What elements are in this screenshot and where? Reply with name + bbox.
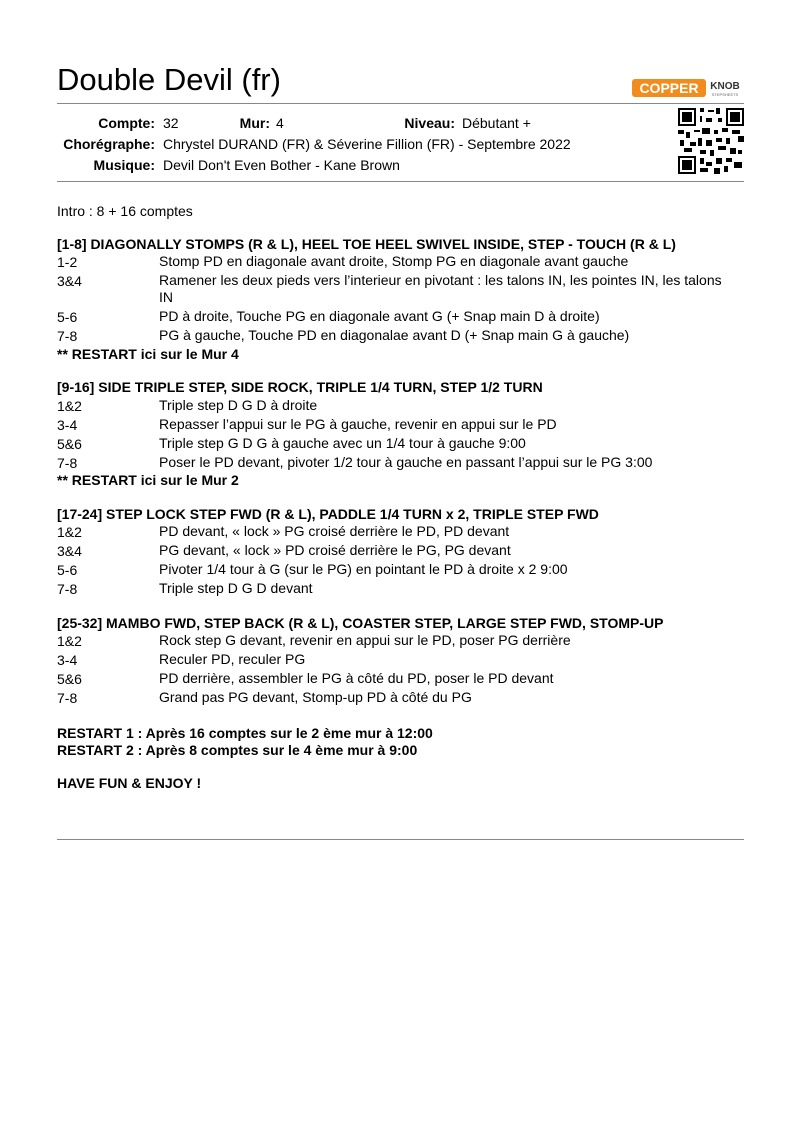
step-text: PD à droite, Touche PG en diagonale avant G (+ Snap main D à droite) <box>159 308 600 324</box>
step-text: Poser le PD devant, pivoter 1/2 tour à gauche en passant l’appui sur le PG 3:00 <box>159 454 653 470</box>
step-count: 1&2 <box>57 398 82 414</box>
step-text: PG devant, « lock » PD croisé derrière le PG, PG devant <box>159 542 511 558</box>
restart-note: ** RESTART ici sur le Mur 4 <box>57 346 239 362</box>
section-title: [1-8] DIAGONALLY STOMPS (R & L), HEEL TOE HEEL SWIVEL INSIDE, STEP - TOUCH (R & L) <box>57 236 676 252</box>
choregraphe-label: Chorégraphe: <box>63 136 155 152</box>
step-count: 7-8 <box>57 328 78 344</box>
step-text: PG à gauche, Touche PD en diagonalae avant D (+ Snap main G à gauche) <box>159 327 630 343</box>
step-count: 1&2 <box>57 524 82 540</box>
step-count: 7-8 <box>57 690 78 706</box>
step-count: 3-4 <box>57 652 78 668</box>
step-text: Grand pas PG devant, Stomp-up PD à côté du PG <box>159 689 472 705</box>
step-text: Ramener les deux pieds vers l’interieur en pivotant : les talons IN, les pointes IN, les talons IN <box>159 272 722 305</box>
step-count: 1-2 <box>57 254 78 270</box>
choregraphe-value: Chrystel DURAND (FR) & Séverine Fillion (FR) - Septembre 2022 <box>163 136 571 152</box>
step-count: 5&6 <box>57 671 82 687</box>
restart-summary: RESTART 2 : Après 8 comptes sur le 4 ème mur à 9:00 <box>57 742 418 758</box>
niveau-value: Débutant + <box>462 115 531 131</box>
section-title: [9-16] SIDE TRIPLE STEP, SIDE ROCK, TRIPLE 1/4 TURN, STEP 1/2 TURN <box>57 379 543 395</box>
step-text: Rock step G devant, revenir en appui sur le PD, poser PG derrière <box>159 632 571 648</box>
step-text: Reculer PD, reculer PG <box>159 651 306 667</box>
page-title: Double Devil (fr) <box>57 62 281 97</box>
step-count: 1&2 <box>57 633 82 649</box>
logo-text-left: COPPER <box>639 80 699 96</box>
step-text: Triple step G D G à gauche avec un 1/4 tour à gauche 9:00 <box>159 435 526 451</box>
mur-label: Mur: <box>239 115 270 131</box>
step-text: PD derrière, assembler le PG à côté du PD, poser le PD devant <box>159 670 554 686</box>
step-count: 7-8 <box>57 455 78 471</box>
step-count: 3&4 <box>57 543 82 559</box>
step-count: 5-6 <box>57 309 78 325</box>
step-count: 3-4 <box>57 417 78 433</box>
closing-text: HAVE FUN & ENJOY ! <box>57 775 202 791</box>
restart-summary: RESTART 1 : Après 16 comptes sur le 2 ème mur à 12:00 <box>57 725 433 741</box>
step-text: PD devant, « lock » PG croisé derrière le PD, PD devant <box>159 523 510 539</box>
step-text: Repasser l’appui sur le PG à gauche, revenir en appui sur le PD <box>159 416 557 432</box>
meta-divider <box>57 181 744 182</box>
step-count: 5-6 <box>57 562 78 578</box>
logo-sub: STEPSHEETS <box>711 92 739 97</box>
header-divider <box>57 103 744 104</box>
step-text: Pivoter 1/4 tour à G (sur le PG) en pointant le PD à droite x 2 9:00 <box>159 561 568 577</box>
musique-value: Devil Don't Even Bother - Kane Brown <box>163 157 400 173</box>
mur-value: 4 <box>276 115 284 131</box>
step-count: 7-8 <box>57 581 78 597</box>
logo-text-right: KNOB <box>710 81 740 92</box>
step-text: Triple step D G D à droite <box>159 397 318 413</box>
intro-text: Intro : 8 + 16 comptes <box>57 203 193 219</box>
step-count: 3&4 <box>57 273 82 289</box>
musique-label: Musique: <box>93 157 155 173</box>
section-title: [17-24] STEP LOCK STEP FWD (R & L), PADDLE 1/4 TURN x 2, TRIPLE STEP FWD <box>57 506 599 522</box>
section-title: [25-32] MAMBO FWD, STEP BACK (R & L), COASTER STEP, LARGE STEP FWD, STOMP-UP <box>57 615 664 631</box>
qr-code-icon <box>678 108 744 174</box>
compte-value: 32 <box>163 115 179 131</box>
footer-divider <box>57 839 744 840</box>
step-text: Triple step D G D devant <box>159 580 313 596</box>
niveau-label: Niveau: <box>404 115 455 131</box>
copperknob-logo <box>632 77 744 99</box>
restart-note: ** RESTART ici sur le Mur 2 <box>57 472 239 488</box>
step-text: Stomp PD en diagonale avant droite, Stomp PG en diagonale avant gauche <box>159 253 629 269</box>
compte-label: Compte: <box>98 115 155 131</box>
step-count: 5&6 <box>57 436 82 452</box>
